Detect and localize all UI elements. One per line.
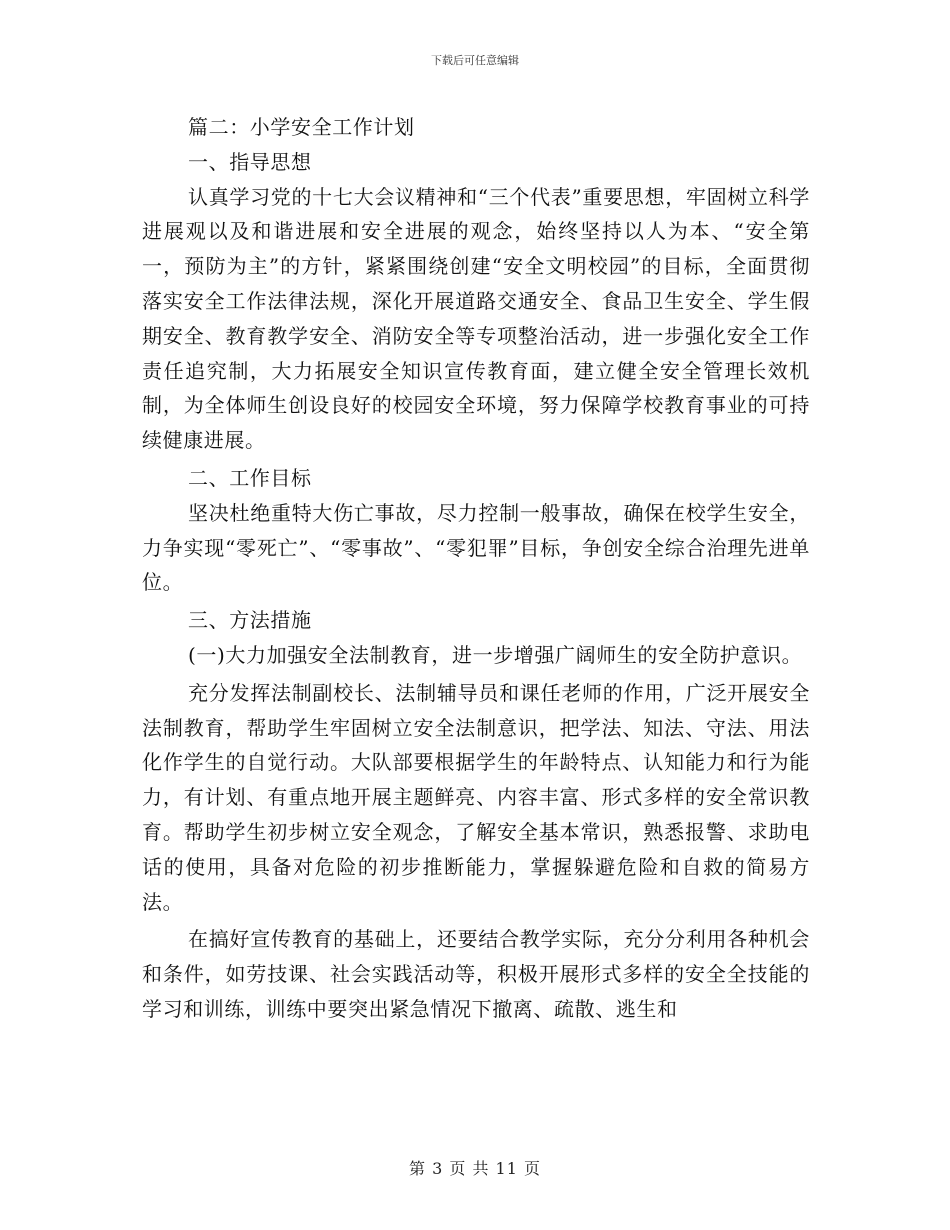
section-heading-guiding-ideology: 一、指导思想 [188, 149, 312, 174]
document-body [142, 110, 810, 1027]
section-heading-measures: 三、方法措施 [188, 608, 312, 633]
paragraph-legal-education: 充分发挥法制副校长、法制辅导员和课任老师的作用，广泛开展安全法制教育，帮助学生牢固树立安全法制意识，把学法、知法、守法、用法化作学生的自觉行动。大队部要根据学生的年龄特点、认知能力和行为能力，有计划、有重点地开展主题鲜亮、内容丰富、形式多样的安全常识教育。帮助学生初步树立安全观念，了解安全基本常识，熟悉报警、求助电话的使用，具备对危险的初步推断能力，掌握躲避危险和自救的简易方法。 [142, 680, 810, 914]
section-heading-work-goals: 二、工作目标 [188, 465, 312, 490]
page-number-footer: 第 3 页 共 11 页 [409, 1159, 541, 1178]
page-header-note: 下载后可任意编辑 [431, 54, 519, 67]
paragraph-work-goals: 坚决杜绝重特大伤亡事故，尽力控制一般事故，确保在校学生安全，力争实现“零死亡”、“零事故”、“零犯罪”目标，争创安全综合治理先进单位。 [142, 500, 810, 595]
subheading-legal-education: (一)大力加强安全法制教育，进一步增强广阔师生的安全防护意识。 [188, 642, 803, 667]
paragraph-guiding-ideology: 认真学习党的十七大会议精神和“三个代表”重要思想，牢固树立科学进展观以及和谐进展和安全进展的观念，始终坚持以人为本、“安全第一，预防为主”的方针，紧紧围绕创建“安全文明校园”的目标，全面贯彻落实安全工作法律法规，深化开展道路交通安全、食品卫生安全、学生假期安全、教育教学安全、消防安全等专项整治活动，进一步强化安全工作责任追究制，大力拓展安全知识宣传教育面，建立健全安全管理长效机制，为全体师生创设良好的校园安全环境，努力保障学校教育事业的可持续健康进展。 [142, 184, 810, 453]
document-title: 篇二：小学安全工作计划 [188, 115, 415, 139]
paragraph-skills-training: 在搞好宣传教育的基础上，还要结合教学实际，充分分利用各种机会和条件，如劳技课、社会实践活动等，积极开展形式多样的安全全技能的学习和训练，训练中要突出紧急情况下撤离、疏散、逃生和 [142, 927, 810, 1021]
